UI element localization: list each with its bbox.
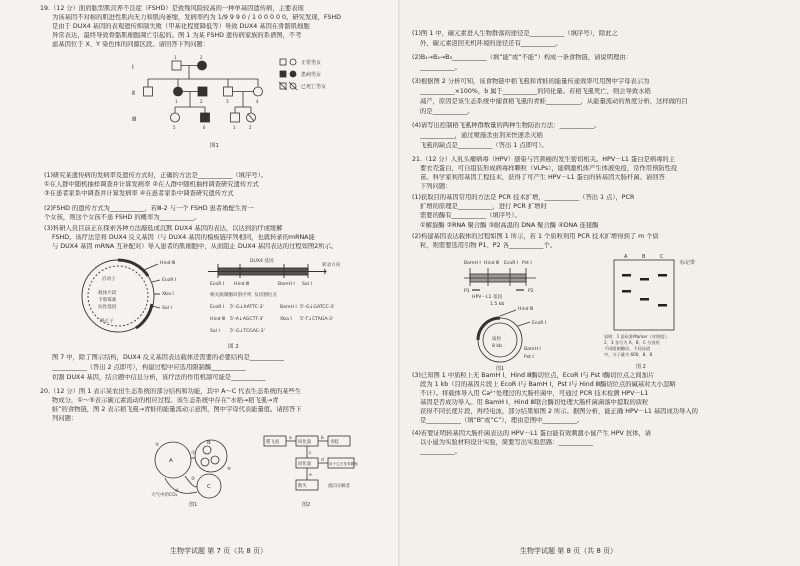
fig2-label: 流向分解者: [328, 484, 350, 489]
figure-caption: 图2: [302, 502, 311, 508]
gel-lane-label: B: [642, 254, 646, 260]
fig2-label: 同化量: [298, 440, 312, 445]
figure-caption: 图 2: [228, 344, 239, 350]
q21-cont-line: 获得不同长度片段，再经电泳，部分结果如图 2 所示。据图分析，能正确 HPV－L1 基因成功导入的: [420, 408, 698, 415]
fig2-label: 稻飞虱: [266, 440, 280, 445]
pedigree-number: 2: [200, 99, 203, 104]
q19-q-line: 个女孩，则这个女孩不患 FSHD 的概率为___________。: [44, 214, 201, 221]
hpv-fig-label: 1.5 kb: [490, 302, 505, 307]
gel-marker-label: 标记带: [680, 260, 696, 266]
hpv-fig-label: EcoR Ⅰ: [504, 261, 519, 266]
fig1-label: 大气中的CO₂: [151, 493, 178, 498]
fig2-label: c: [309, 451, 312, 456]
plasmid-label: 载体片段: [98, 291, 117, 296]
q21-line: 要衣壳蛋白，可自组装形成病毒样颗粒（VLPs），能刺激机体产生体液免疫，常作用预防性疫: [420, 165, 678, 172]
dux4-label: EcoR Ⅰ: [210, 282, 225, 287]
hpv-fig-label: EcoR Ⅰ: [532, 321, 547, 326]
enzyme-name: EcoR Ⅰ: [210, 305, 225, 310]
q19-line: 为该基因不对称的肌进性肌肉无力和肌肉萎缩，发病率约为 1/9 9 9 0 / 1 0 0 0 0 0。研究发现，FSHD: [52, 14, 341, 21]
q21-line: 21.（12 分）人乳头瘤病毒（HPV）感染与宫颈癌的发生密切相关。HPV－L1 蛋白是病毒的主: [412, 156, 676, 163]
q21-cont-line: ___________。: [420, 448, 461, 455]
hpv-fig-label: P1: [464, 289, 470, 294]
q21-cont-line: (4)若要证明转基因大肠杆菌表达的 HPV－L1 蛋白能有效刺激小鼠产生 HPV 抗体，请: [412, 430, 652, 437]
dux4-label: 转录方向: [322, 263, 341, 268]
q19-q-line: (2)FSHD 的遗传方式为___________，若Ⅲ-2 与一个 FSHD 患者婚配生育一: [44, 205, 254, 212]
gel-note: 2、3 各号为 A、B、C 分别用: [604, 340, 660, 345]
q20-cont-line: ___________×100%，b 属于___________的同化量。若稻飞虱死亡，则会导致水稻: [420, 88, 651, 95]
pedigree-number: 2: [200, 55, 203, 60]
q20-cont-line: (4)请写出控制稻飞虱种群数量的两种生物防治方法：___________。: [412, 122, 601, 129]
q20-line: 20.（12 分）图 1 表示某农田生态系统的部分结构和功能，其中 A～C 代表生态系统的某些生: [40, 388, 302, 395]
fig2-label: 散失: [298, 484, 307, 489]
hpv-construct-figure: [460, 254, 570, 372]
dux4-label: 相关限制酶识别序列: [210, 293, 252, 298]
hpv-fig-label: 质粒: [492, 337, 502, 342]
figure-caption: 图 2: [636, 364, 646, 370]
plasmid-label: 抗性基因: [98, 305, 117, 310]
dux4-label: 及切割位点: [254, 293, 277, 298]
q21-cont-line: (3)已知图 1 中质粒上无 BamH Ⅰ、Hind Ⅲ酶切位点，EcoR Ⅰ与 Pst Ⅰ酶切位点之间加片: [412, 372, 655, 379]
pedigree-female-affected: [198, 61, 207, 70]
hpv-fig-label: BamH Ⅰ: [524, 347, 541, 352]
q19-q-line: ___________（答出 2 点即可），构建过程中应选用限制酶___________: [52, 364, 246, 371]
q19-q-line: 切割 DUX4 基因，结合题中信息分析，该疗法的作用机制可能是___________: [52, 374, 266, 381]
pedigree-number: 1: [175, 99, 178, 104]
enzyme-name: Xba Ⅰ: [280, 317, 292, 322]
plasmid-label: Xba Ⅰ: [162, 292, 174, 297]
energy-flow-figure: [262, 430, 372, 510]
pedigree-number: 1: [233, 125, 236, 130]
enzyme-name: Sal Ⅰ: [210, 329, 220, 334]
q21-line: (1)获取目的基因常用的方法是 PCR 技术扩增，___________（答出 1 点），PCR: [412, 194, 635, 201]
hpv-fig-label: Hind Ⅲ: [484, 261, 500, 266]
q20-cont-line: 的是___________。: [420, 108, 474, 115]
gel-electrophoresis-figure: [600, 252, 730, 370]
q20-line: 列问题：: [52, 415, 78, 422]
gel-lane-label: C: [660, 254, 664, 260]
q21-line: (2)构建基因表达载体的过程如图 1 所示，若 1 个质粒利用 PCR 技术扩增得到了 m 个质: [412, 233, 659, 240]
q21-cont-line: 段为 1 kb（目的基因片段上 EcoR Ⅰ与 BamH Ⅰ，Pst Ⅰ与 Hind Ⅲ酶切位点的碱基对大小忽略: [420, 381, 676, 388]
enzyme-seq: 5'-A↓AGCTT-3': [230, 317, 264, 322]
plasmid-label: 卡那霉素: [98, 298, 117, 303]
pedigree-caption: 图1: [210, 143, 219, 149]
figure-caption: 图1: [189, 502, 198, 508]
q20-cont-line: 外，碳元素返回无机环境的途径还有___________。: [420, 40, 562, 47]
q20-line: 蛙”的食物链，图 2 表示稻飞虱→青蛙的能量流动示意图，图中字母代表能量值。请回答下: [52, 406, 302, 413]
plasmid-label: Hind Ⅲ: [160, 261, 176, 266]
enzyme-name: BamH Ⅰ: [280, 305, 297, 310]
q19-q-line: ①在人群中随机抽样调查并计算发病率 ②在人群中随机抽样调查研究遗传方式: [44, 181, 259, 188]
fig1-label: ②: [191, 477, 196, 482]
hpv-fig-label: BamH Ⅰ: [464, 261, 481, 266]
plasmid-label: Sal Ⅰ: [162, 306, 172, 311]
fig2-label: 用于生长发育繁殖: [329, 462, 358, 466]
q19-line: 是由于 DUX4 基因的表观遗传抑制失败（甲基化程度降低等）导致 DUX4 基因在骨骼肌细胞: [52, 23, 310, 30]
hpv-fig-label: HPV－L1 基因: [472, 295, 503, 300]
q20-cont-line: ___________，通过喷施杀虫剂来快速杀灭稻: [420, 132, 543, 139]
enzyme-name: Hind Ⅲ: [210, 317, 226, 322]
plasmid-label: 启动子: [102, 277, 116, 282]
q19-line: 异常表达，最终导致骨骼肌细胞凋亡引起的。图 1 为某 FSHD 遗传病家族的系谱图，不考: [52, 32, 302, 39]
right-page: [400, 0, 800, 566]
fig2-label: e: [309, 473, 312, 478]
fig1-label: ⑤: [175, 489, 180, 494]
pedigree-number: 3: [226, 99, 229, 104]
q19-q-line: FSHD。该疗法是将 DUX4 反义基因（与 DUX4 基因的模板链序列相同，也就转录的mRNA能: [52, 234, 315, 241]
q20-cont-line: 减产，原因是该生态系统中捕食稻飞虱的青蛙___________，从能量流动的角度分析，这样做的目: [420, 98, 688, 105]
pedigree-gen-label: Ⅲ: [132, 116, 137, 123]
fig1-label: ①: [191, 451, 196, 456]
q20-cont-line: ___________。: [420, 64, 461, 71]
fig1-label: C: [207, 484, 211, 490]
q19-line: 19.（12 分）面肩肱型肌营养不良症（FSHD）是致残风险较高的一种单基因遗传病，主要表现: [40, 5, 304, 12]
q19-q-line: (1)研究某遗传病的发病率及遗传方式时，正确的方法是___________（填序号）。: [44, 172, 268, 179]
q21-cont-line: 基因是否成功导入。用 BamH Ⅰ、Hind Ⅲ联合酶切处理大肠杆菌菌落中提取的质粒: [420, 399, 649, 406]
q19-q-line: (3)科研人员目前正在探索各种方法敲低或沉默 DUX4 基因的表达，以达到治疗或缓解: [44, 225, 283, 232]
figure-caption: 图1: [496, 366, 505, 372]
hpv-fig-label: Pst Ⅰ: [522, 261, 532, 266]
fig1-label: A: [169, 458, 173, 464]
page-footer: 生物学试题 第 8 页（共 8 页）: [520, 547, 618, 555]
gel-note: 不同限制酶切。不同泳道: [604, 346, 651, 351]
fig1-label: B: [207, 440, 211, 446]
fig2-label: b: [321, 436, 324, 441]
pedigree-male: [172, 61, 181, 70]
fig2-label: d: [321, 458, 324, 463]
fig2-label: 同化量: [298, 462, 312, 467]
pedigree-number: 2: [249, 125, 252, 130]
pedigree-chart: [130, 55, 330, 165]
fig1-label: ③: [155, 443, 160, 448]
dux4-label: Hind Ⅲ: [234, 282, 250, 287]
gel-lane-label: A: [624, 254, 628, 260]
q20-line: 物成分，①～⑤表示碳元素流动的相应过程。该生态系统中存在“水稻→稻飞虱→青: [52, 397, 279, 404]
q21-line: 下列问题：: [420, 183, 452, 190]
pedigree-number: 4: [256, 99, 259, 104]
gel-note: 说明：1 是标准Marker（对照组），: [604, 334, 671, 339]
q21-line: 需要的酶有___________（填序号）。: [420, 212, 521, 219]
q21-cont-line: 以小鼠为实验材料设计实验，简要写出实验思路：___________: [420, 439, 594, 446]
enzyme-seq: 5'-G↓TCGAC-3': [230, 329, 265, 334]
plasmid-label: 终止子: [100, 319, 114, 324]
pedigree-legend-label: 患病男女: [301, 72, 322, 78]
hpv-fig-label: P2: [528, 289, 534, 294]
q20-cont-line: 飞虱的缺点是___________（答出 1 点即可）。: [420, 142, 548, 149]
hpv-fig-label: Pst Ⅰ: [524, 355, 534, 360]
pedigree-number: 5: [173, 125, 176, 130]
page-footer: 生物学试题 第 7 页（共 8 页）: [170, 547, 268, 555]
plasmid-label: EcoR Ⅰ: [162, 278, 177, 283]
hpv-fig-label: 8 kb: [492, 344, 502, 349]
gel-note: 中，分子量为 600、8、8: [604, 352, 653, 357]
q21-line: 扩增的原理是___________，进行 PCR 扩增时: [420, 203, 547, 210]
dux4-label: Sal Ⅰ: [302, 282, 312, 287]
pedigree-number: 6: [203, 125, 206, 130]
q21-line: 苗。科学家利用基因工程技术，获得了可产生 HPV－L1 蛋白的转基因大肠杆菌。请回答: [420, 174, 665, 181]
dux4-label: BamH Ⅰ: [278, 282, 295, 287]
q19-q-line: 图 7 中，除了图示结构，DUX4 反义基因表达载体还需要的必要结构是___________: [52, 354, 285, 361]
q20-cont-line: (2)B₁→B₂→B₃___________（填“能”或“不能”）构成一条食物链，请说明理由：: [412, 54, 632, 61]
carbon-cycle-figure: [145, 430, 245, 510]
q21-line: 粒，则需要选用引物 P1、P2 各___________个。: [420, 242, 557, 249]
pedigree-gen-label: Ⅱ: [132, 90, 135, 97]
pedigree-number: 1: [174, 55, 177, 60]
pedigree-legend-label: 正常男女: [301, 60, 322, 66]
q20-cont-line: (1)图 1 中，碳元素进入生物群落的途径是___________（填序号），除此之: [412, 30, 618, 37]
vector-construction-figure: [78, 254, 348, 352]
enzyme-seq: 5'-G↓GATCC-3': [300, 305, 335, 310]
dux4-label: DUX4 基因: [250, 259, 274, 264]
q19-q-line: 与 DUX4 基因 mRNA 互补配对）导入患者的肌细胞中，从而阻止 DUX4 基因表达的过程如图2所示。: [52, 243, 338, 250]
fig2-label: 青蛙: [330, 440, 339, 445]
q19-q-line: ③在患者家系中调查并计算发病率 ④在患者家系中调查研究遗传方式: [44, 190, 234, 197]
enzyme-seq: 5'-T↓CTAGA-3': [300, 317, 334, 322]
enzyme-seq: 5'-G↓AATTC-3': [230, 305, 264, 310]
q20-cont-line: (3)根据图 2 分析可知，该食物链中稻飞虱和青蛙的能量传递效率可用图中字母表示为: [412, 78, 650, 85]
hpv-fig-label: Hind Ⅲ: [518, 307, 534, 312]
q19-line: 虑基因位于 X、Y 染色体的同源区段。请回答下列问题：: [52, 41, 209, 48]
q21-line: ①解旋酶 ②RNA 聚合酶 ③耐高温的 DNA 聚合酶 ④DNA 连接酶: [420, 222, 599, 229]
fig2-label: a: [289, 436, 292, 441]
pedigree-gen-label: Ⅰ: [132, 64, 134, 71]
q21-cont-line: 是___________（填“B”或“C”），理由是图中___________。: [420, 417, 584, 424]
fig1-label: ④: [227, 467, 232, 472]
q21-cont-line: 不计）。将载体导入用 Ca²⁺处理过的大肠杆菌中，可通过 PCR 技术检测 HPV－L1: [420, 390, 649, 397]
pedigree-legend-label: 已死亡男女: [301, 84, 327, 90]
